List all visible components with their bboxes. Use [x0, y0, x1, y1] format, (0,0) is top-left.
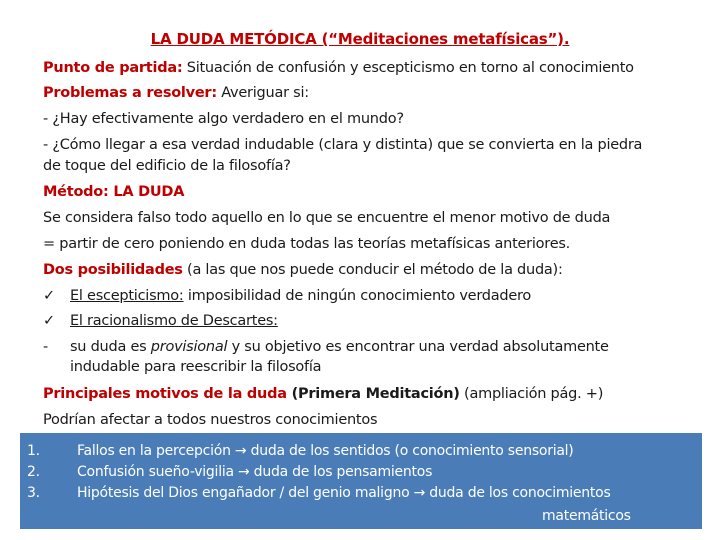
metodo-heading: Método: LA DUDA: [43, 184, 185, 200]
dos-posibilidades-line: [43, 260, 563, 280]
punto-text: Situación de confusión y escepticismo en torno al conocimiento: [182, 60, 634, 76]
check-icon: ✓: [43, 288, 55, 304]
duda-text-a: su duda es: [70, 339, 151, 355]
principales-motivos-line: [43, 384, 603, 404]
question-2-line-1: - ¿Cómo llegar a esa verdad indudable (clara y distinta) que se convierta en la piedra: [43, 137, 643, 153]
podrian-line: Podrían afectar a todos nuestros conocimientos: [43, 412, 378, 428]
duda-provisional-line-1: [43, 337, 609, 357]
primera-meditacion: (Primera Meditación): [286, 386, 460, 402]
escepticismo-label: El escepticismo:: [70, 288, 184, 304]
motivo-text: Confusión sueño-vigilia → duda de los pensamientos: [77, 464, 433, 480]
motivo-continuation: matemáticos: [542, 508, 631, 524]
dos-label: Dos posibilidades: [43, 262, 183, 278]
racionalismo-line: [43, 311, 278, 331]
duda-text-c: y su objetivo es encontrar una verdad absolutamente: [227, 339, 609, 355]
duda-provisional-line-2: indudable para reescribir la filosofía: [70, 359, 322, 375]
falso-line: Se considera falso todo aquello en lo que se encuentre el menor motivo de duda: [43, 210, 611, 226]
check-icon: ✓: [43, 313, 55, 329]
punto-de-partida-line: [43, 58, 634, 78]
problemas-label: Problemas a resolver:: [43, 85, 217, 101]
motivo-item: [20, 483, 611, 503]
motivo-text: Fallos en la percepción → duda de los sentidos (o conocimiento sensorial): [77, 443, 574, 459]
motivo-number: 3.: [27, 485, 40, 501]
duda-text-provisional: provisional: [150, 339, 228, 355]
motivo-text: Hipótesis del Dios engañador / del genio maligno → duda de los conocimientos: [77, 485, 611, 501]
question-1: - ¿Hay efectivamente algo verdadero en el mundo?: [43, 111, 404, 127]
problemas-line: [43, 83, 309, 103]
motivo-item: [20, 462, 432, 482]
racionalismo-label: El racionalismo de Descartes:: [70, 313, 278, 329]
ampliacion-text: (ampliación pág. +): [459, 386, 604, 402]
slide-title: LA DUDA METÓDICA (“Meditaciones metafísicas”).: [150, 30, 570, 48]
partir-line: = partir de cero poniendo en duda todas las teorías metafísicas anteriores.: [43, 236, 571, 252]
dos-text: (a las que nos puede conducir el método de la duda):: [182, 262, 563, 278]
punto-label: Punto de partida:: [43, 60, 183, 76]
problemas-text: Averiguar si:: [216, 85, 309, 101]
dash-bullet: -: [43, 339, 48, 355]
motivo-number: 2.: [27, 464, 40, 480]
motivos-box: [20, 433, 702, 529]
escepticismo-line: [43, 286, 531, 306]
escepticismo-text: imposibilidad de ningún conocimiento verdadero: [183, 288, 532, 304]
principales-label: Principales motivos de la duda: [43, 386, 287, 402]
motivo-item: [20, 441, 574, 461]
motivo-number: 1.: [27, 443, 40, 459]
question-2-line-2: de toque del edificio de la filosofía?: [43, 158, 291, 174]
